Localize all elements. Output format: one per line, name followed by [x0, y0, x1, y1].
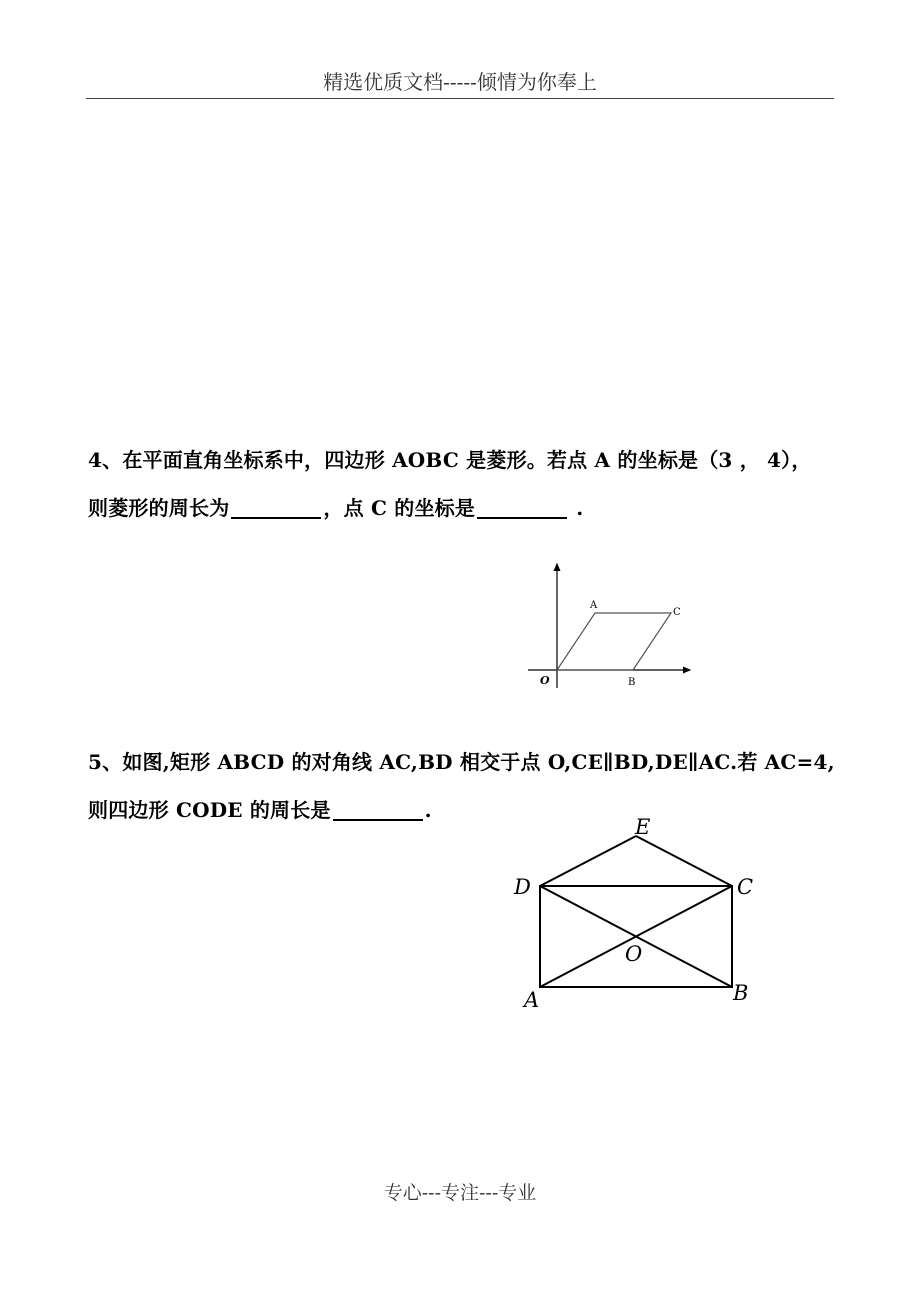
q4-blank-point-c — [477, 497, 567, 519]
label-d: D — [514, 875, 531, 899]
q4-line1: 4、在平面直角坐标系中，四边形 AOBC 是菱形。若点 A 的坐标是（3 ， 4）， — [88, 448, 812, 472]
page-header: 精选优质文档-----倾情为你奉上 — [323, 70, 597, 94]
label-e: E — [635, 815, 651, 839]
segment-ce — [636, 836, 732, 886]
q4-rhombus-figure — [528, 558, 698, 692]
rhombus-aobc — [557, 613, 671, 670]
label-c: C — [737, 875, 754, 899]
q4-text-point-c: ，点 C 的坐标是 — [323, 496, 476, 520]
header-divider — [86, 98, 834, 99]
q4-blank-perimeter — [231, 497, 321, 519]
label-b: B — [733, 981, 749, 1005]
q5-line2 — [88, 798, 432, 822]
q4-text-end: . — [569, 496, 584, 520]
label-b: B — [628, 677, 636, 688]
label-c: C — [673, 607, 681, 618]
q5-blank-perimeter — [333, 799, 423, 821]
label-o: O — [625, 942, 643, 966]
q5-text-end: . — [424, 798, 432, 822]
q5-text-perimeter: 则四边形 CODE 的周长是 — [88, 798, 331, 822]
label-o: O — [540, 674, 550, 687]
label-a: A — [524, 988, 540, 1012]
label-a: A — [590, 600, 598, 611]
q5-line1: 5、如图,矩形 ABCD 的对角线 AC,BD 相交于点 O,CE∥BD,DE∥AC.若 AC=4, — [88, 750, 835, 774]
segment-de — [540, 836, 636, 886]
q4-line2 — [88, 496, 583, 520]
q4-text-perimeter: 则菱形的周长为 — [88, 496, 230, 520]
page-footer: 专心---专注---专业 — [383, 1182, 537, 1204]
q5-rectangle-figure — [508, 812, 778, 1018]
